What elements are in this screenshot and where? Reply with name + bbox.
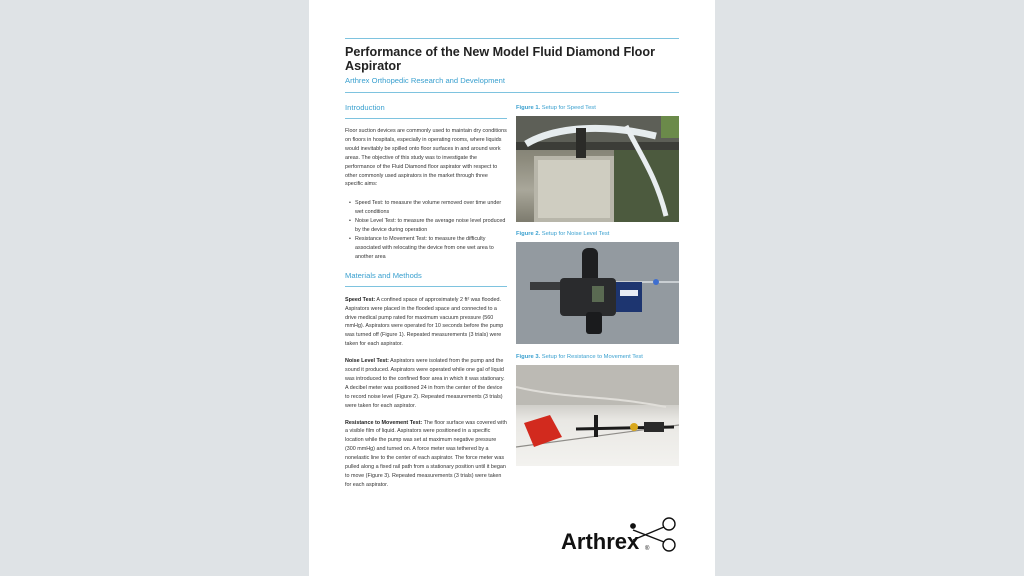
resistance-test-photo-illustration [516,365,679,466]
logo-wordmark: Arthrex [561,529,640,554]
resistance-test-label: Resistance to Movement Test: [345,419,423,426]
introduction-paragraph: Floor suction devices are commonly used to maintain dry conditions on floors in hospitals, especially in operating rooms, where liquids would inevitably be spilled onto floor surfaces in and around work areas. The objective of this study was to investigate the performance of the Fluid Diamond floor aspirator with respect to other commonly used aspirators in the market through three specific aims: [345,128,507,188]
speed-test-text: A confined space of approximately 2 ft² was flooded. Aspirators were placed in the flooded space and connected to a drive medical pump rated for maximum vacuum pressure (560 mmHg). Aspirators were operated for 10 seconds before the pump was turned off (Figure 1). Repeated measurements (3 trials) were taken for each aspirator. [345,296,504,348]
left-column [345,103,507,490]
document-content [345,38,679,488]
aim-speed-test: • Speed Test: to measure the volume removed over time under wet conditions [345,199,507,217]
introduction-divider [345,118,507,119]
figure-1-caption-text: Setup for Speed Test [540,105,596,111]
figure-2-label: Figure 2. [516,231,541,237]
figure-1-caption [516,105,679,111]
speed-test-photo-illustration [516,116,679,222]
resistance-test-text: The floor surface was covered with a visible film of liquid. Aspirators were positioned in a specific location while the pump was set at maximum negative pressure (300 mmHg) and turned on. A force meter was tethered by a nonelastic line to the center of each aspirator. The force meter was pulled along a fixed rail path from a stationary position until it began to move (Figure 3). Repeated measurements (3 trials) were taken for each aspirator. [345,419,507,488]
noise-test-photo-illustration [516,242,679,344]
introduction-heading: Introduction [345,103,385,112]
figure-1-photo [516,116,679,222]
arthrex-logo-graphic [561,516,679,556]
figure-3-caption [516,354,679,360]
speed-test-label: Speed Test: [345,296,376,303]
right-column [516,105,679,466]
resistance-test-paragraph [345,419,507,490]
figure-2-caption [516,231,679,237]
aims-list [345,199,507,261]
document-title: Performance of the New Model Fluid Diamond Floor Aspirator [345,45,655,73]
aim-resistance-test: • Resistance to Movement Test: to measure the difficulty associated with relocating the device from one wet area to another area [345,235,507,262]
figure-3-photo [516,365,679,466]
figure-1-label: Figure 1. [516,105,541,111]
aim-noise-level-test: • Noise Level Test: to measure the average noise level produced by the device during operation [345,217,507,235]
document-page [309,0,715,576]
methods-heading: Materials and Methods [345,270,422,280]
document-subtitle: Arthrex Orthopedic Research and Development [345,76,505,85]
methods-divider [345,286,507,287]
noise-test-label: Noise Level Test: [345,358,389,365]
noise-test-text: Aspirators were isolated from the pump and the sound it produced. Aspirators were operated while one gal of liquid was introduced to the confined floor area in which it was stationary. A decibel meter was positioned 24 in from the center of the device to record noise level (Figure 2). Repeated measurements (3 trials) were taken for each aspirator. [345,358,505,409]
arthrex-logo [561,516,679,561]
figure-2-caption-text: Setup for Noise Level Test [540,231,610,237]
noise-test-paragraph [345,357,507,410]
header-divider [345,92,679,93]
figure-2-photo [516,242,679,344]
logo-registered-mark: ® [645,546,650,552]
top-divider [345,38,679,39]
figure-3-label: Figure 3. [516,354,541,360]
speed-test-paragraph [345,296,507,349]
figure-3-caption-text: Setup for Resistance to Movement Test [540,354,643,360]
